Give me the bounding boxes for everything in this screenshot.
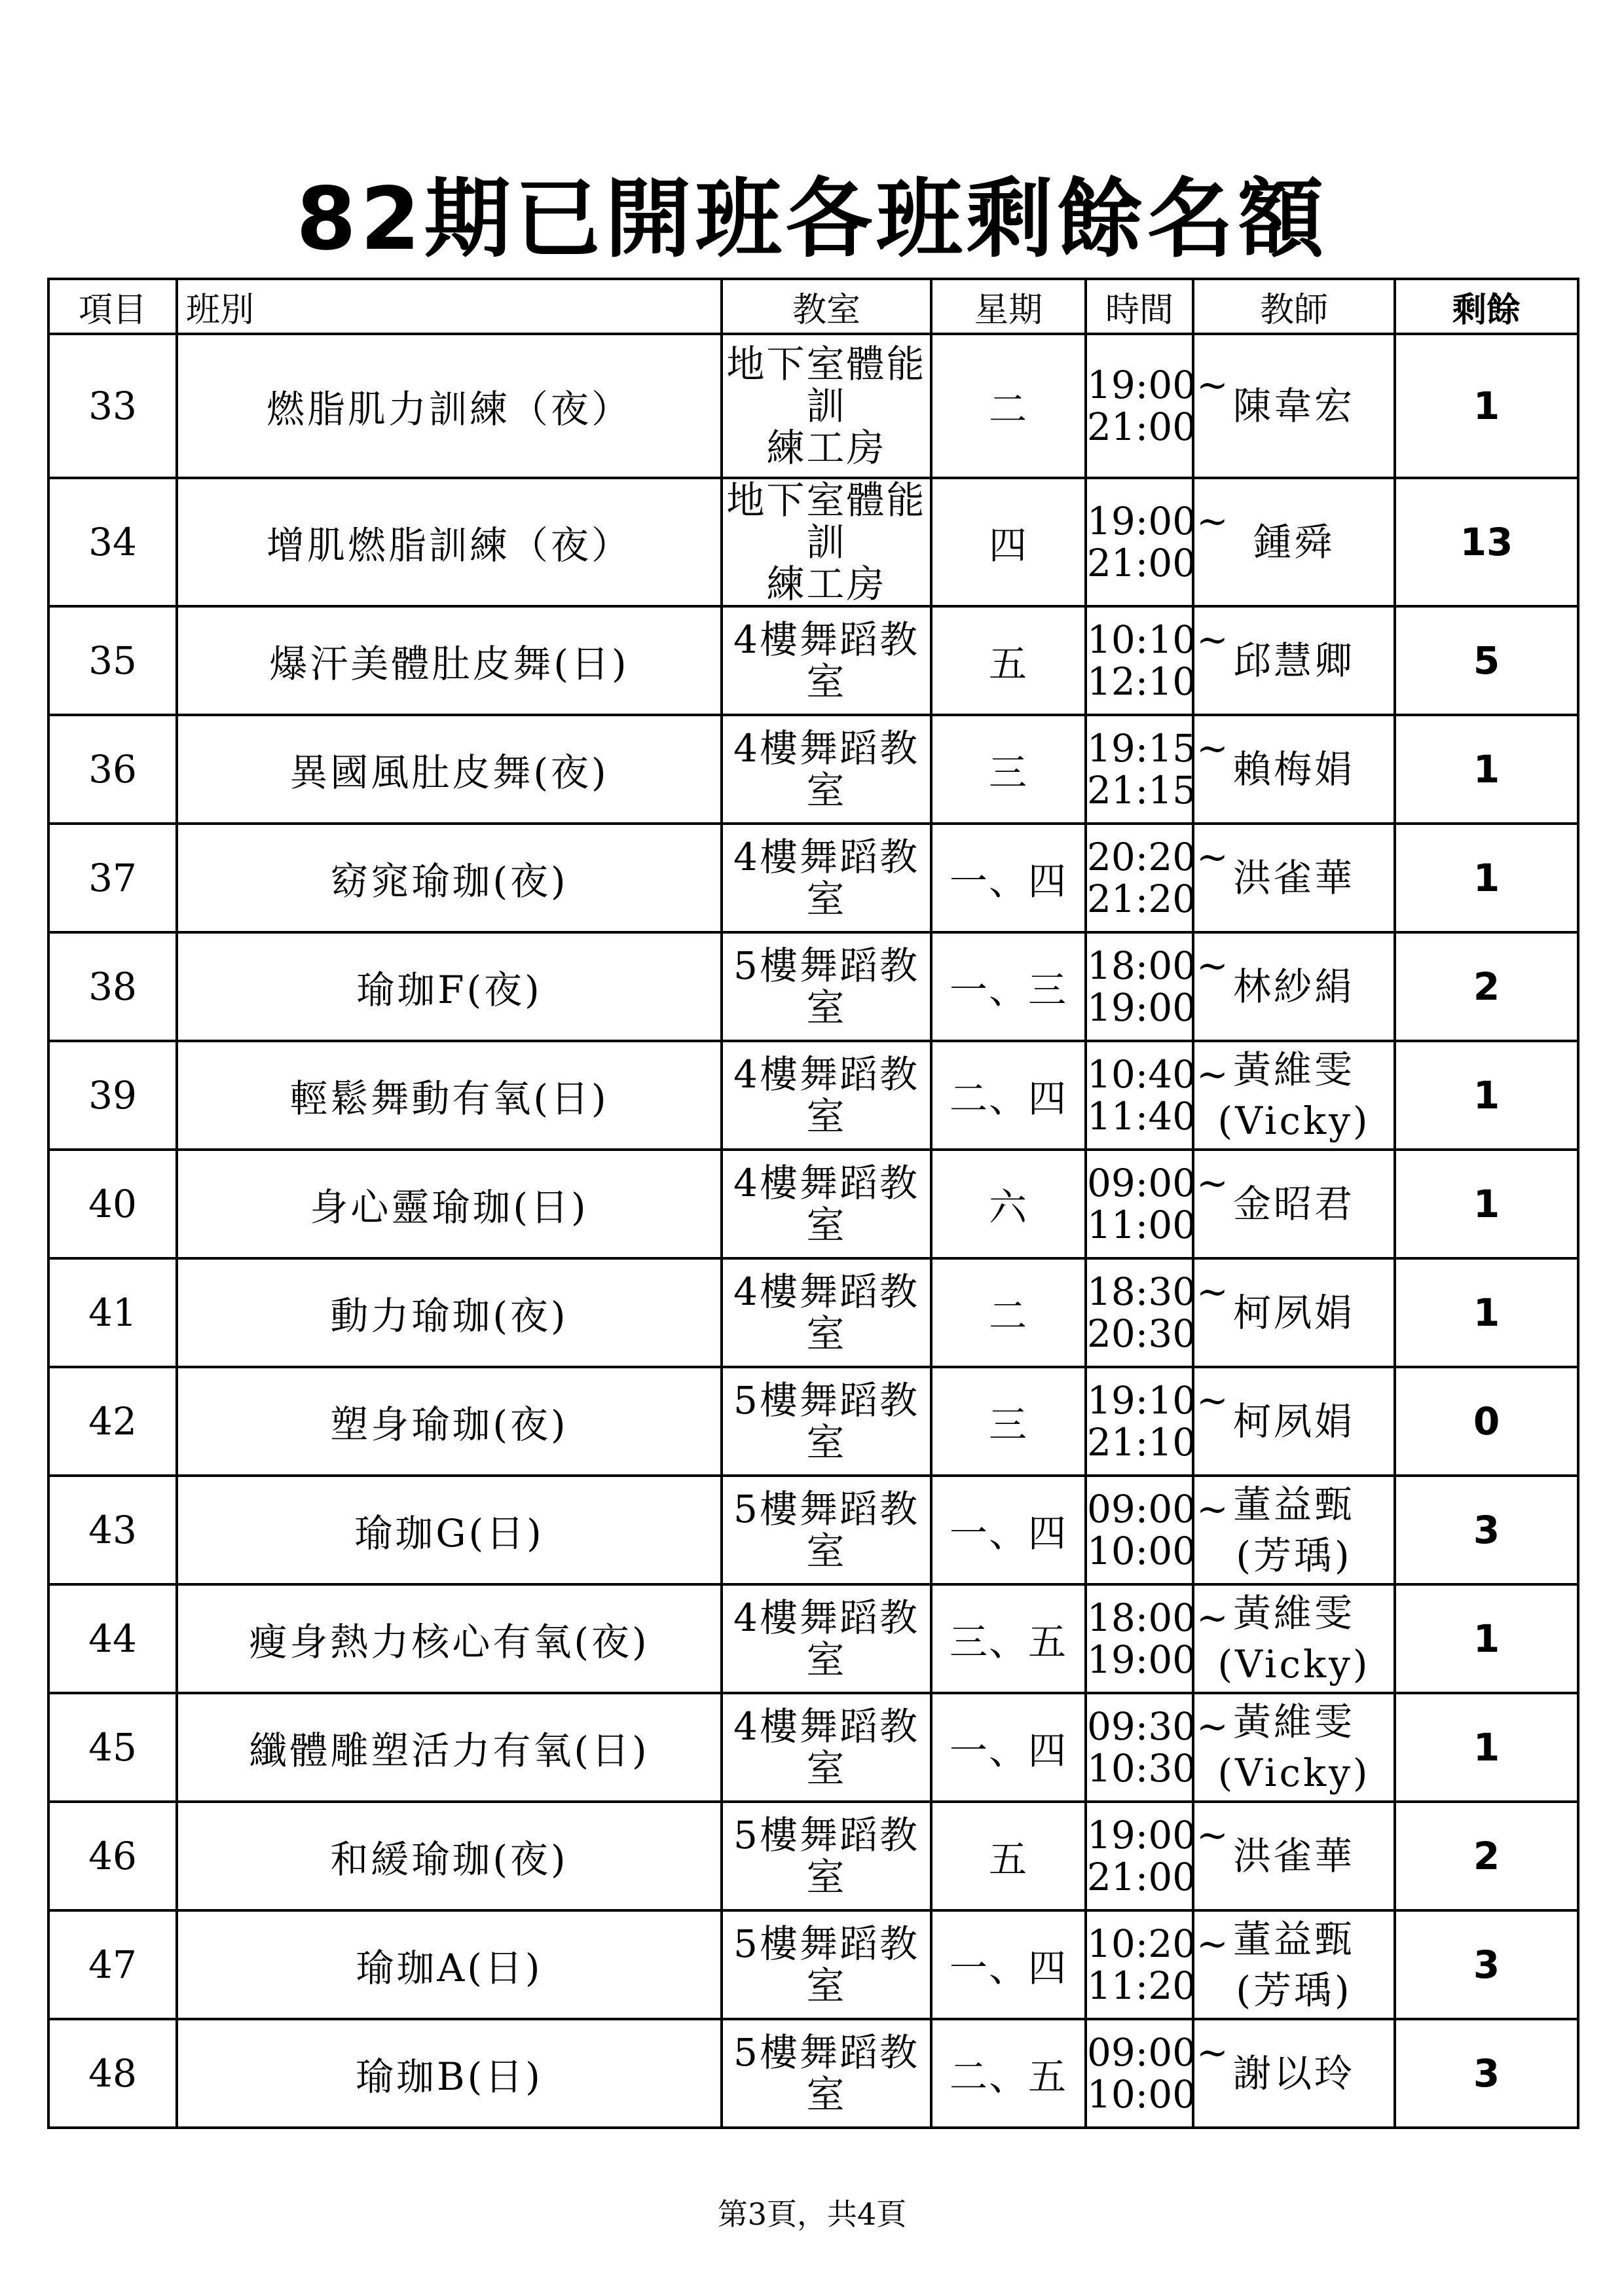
weekday: 三 [931, 715, 1086, 824]
classroom [722, 1258, 931, 1367]
classroom [722, 1367, 931, 1476]
class-time [1086, 824, 1228, 932]
classroom [722, 1041, 931, 1150]
row-id: 33 [48, 334, 177, 478]
table-row [48, 932, 1578, 1041]
class-time [1086, 1910, 1228, 2019]
weekday: 二、四 [931, 1041, 1086, 1150]
class-time [1086, 606, 1228, 715]
class-time [1086, 1041, 1228, 1150]
time-line: 21:15 [1087, 768, 1197, 812]
classroom [722, 2019, 931, 2128]
remaining-seats: 3 [1395, 2019, 1578, 2128]
classroom-line: 5樓舞蹈教室 [733, 1813, 919, 1899]
class-time [1086, 1476, 1228, 1584]
remaining-seats: 1 [1395, 824, 1578, 932]
row-id: 36 [48, 715, 177, 824]
remaining-seats: 1 [1395, 1041, 1578, 1150]
class-name: 瑜珈B(日) [177, 2019, 722, 2128]
row-id: 44 [48, 1584, 177, 1693]
time-line: 19:15~ [1087, 726, 1228, 771]
classroom [722, 1584, 931, 1693]
header-id: 項目 [48, 279, 177, 334]
class-name: 瘦身熱力核心有氧(夜) [177, 1584, 722, 1693]
remaining-seats: 1 [1395, 1150, 1578, 1258]
class-time [1086, 1367, 1228, 1476]
time-line: 18:30~ [1087, 1269, 1228, 1314]
teacher-line: 賴梅娟 [1232, 747, 1355, 792]
teacher-line: 謝以玲 [1232, 2051, 1355, 2096]
row-id: 37 [48, 824, 177, 932]
remaining-seats: 1 [1395, 334, 1578, 478]
classroom [722, 1693, 931, 1802]
class-name: 纖體雕塑活力有氧(日) [177, 1693, 722, 1802]
class-roster-table [47, 278, 1579, 2129]
weekday: 六 [931, 1150, 1086, 1258]
class-name: 瑜珈G(日) [177, 1476, 722, 1584]
page-title: 82期已開班各班剩餘名額 [296, 169, 1328, 270]
classroom [722, 334, 931, 478]
header-time: 時間 [1086, 279, 1193, 334]
teacher-line: 林紗絹 [1232, 964, 1355, 1009]
weekday: 一、四 [931, 1693, 1086, 1802]
time-line: 19:00~ [1087, 499, 1228, 543]
class-name: 異國風肚皮舞(夜) [177, 715, 722, 824]
row-id: 40 [48, 1150, 177, 1258]
remaining-seats: 1 [1395, 1693, 1578, 1802]
table-row [48, 334, 1578, 478]
time-line: 21:20 [1087, 877, 1197, 921]
row-id: 47 [48, 1910, 177, 2019]
table-row [48, 2019, 1578, 2128]
table-row [48, 1476, 1578, 1584]
remaining-seats: 1 [1395, 1258, 1578, 1367]
table-row [48, 1802, 1578, 1910]
time-line: 20:20~ [1087, 835, 1228, 879]
table-row [48, 606, 1578, 715]
weekday: 四 [931, 478, 1086, 606]
remaining-seats: 3 [1395, 1476, 1578, 1584]
classroom-line: 5樓舞蹈教室 [733, 943, 919, 1030]
time-line: 10:30 [1087, 1746, 1197, 1791]
table-row [48, 715, 1578, 824]
classroom-line: 地下室體能訓 [726, 342, 927, 428]
weekday: 二 [931, 1258, 1086, 1367]
classroom [722, 1150, 931, 1258]
classroom [722, 715, 931, 824]
time-line: 12:10 [1087, 659, 1197, 704]
class-name: 瑜珈A(日) [177, 1910, 722, 2019]
class-name: 輕鬆舞動有氧(日) [177, 1041, 722, 1150]
classroom [722, 1802, 931, 1910]
remaining-seats: 5 [1395, 606, 1578, 715]
remaining-seats: 1 [1395, 1584, 1578, 1693]
class-time [1086, 715, 1228, 824]
remaining-seats: 2 [1395, 1802, 1578, 1910]
time-line: 18:00~ [1087, 943, 1228, 988]
row-id: 38 [48, 932, 177, 1041]
classroom [722, 478, 931, 606]
time-line: 21:00 [1087, 405, 1197, 449]
page-number: 第3頁，共4頁 [717, 2196, 907, 2232]
classroom-line: 地下室體能訓 [726, 478, 927, 564]
time-line: 11:00 [1087, 1203, 1197, 1247]
time-line: 09:00~ [1087, 2030, 1228, 2075]
teacher-line: (Vicky) [1217, 1642, 1371, 1686]
classroom [722, 824, 931, 932]
class-name: 燃脂肌力訓練（夜） [177, 334, 722, 478]
class-time [1086, 1150, 1228, 1258]
table-row [48, 1910, 1578, 2019]
table-row [48, 1584, 1578, 1693]
table-row [48, 1258, 1578, 1367]
teacher-line: 邱慧卿 [1232, 638, 1355, 683]
table-row [48, 1693, 1578, 1802]
teacher-line: 董益甄 [1232, 1482, 1355, 1527]
table-row [48, 478, 1578, 606]
class-name: 爆汗美體肚皮舞(日) [177, 606, 722, 715]
class-time [1086, 334, 1228, 478]
time-line: 09:00~ [1087, 1487, 1228, 1531]
class-name: 身心靈瑜珈(日) [177, 1150, 722, 1258]
remaining-seats: 2 [1395, 932, 1578, 1041]
weekday: 五 [931, 606, 1086, 715]
teacher-line: (Vicky) [1217, 1751, 1371, 1795]
header-remain: 剩餘 [1395, 279, 1578, 334]
time-line: 19:00~ [1087, 1813, 1228, 1857]
weekday: 三、五 [931, 1584, 1086, 1693]
time-line: 21:00 [1087, 541, 1197, 585]
time-line: 19:00 [1087, 985, 1197, 1030]
classroom-line: 5樓舞蹈教室 [733, 1487, 919, 1573]
teacher-line: 洪雀華 [1232, 1834, 1355, 1878]
weekday: 一、四 [931, 1910, 1086, 2019]
time-line: 19:00 [1087, 1637, 1197, 1682]
teacher-line: 金昭君 [1232, 1182, 1355, 1226]
teacher-line: (Vicky) [1217, 1099, 1371, 1143]
classroom [722, 606, 931, 715]
row-id: 35 [48, 606, 177, 715]
teacher-line: 黃維雯 [1232, 1048, 1355, 1092]
weekday: 一、三 [931, 932, 1086, 1041]
teacher-line: (芳瑀) [1236, 1533, 1352, 1578]
classroom-line: 4樓舞蹈教室 [733, 1595, 919, 1682]
class-name: 動力瑜珈(夜) [177, 1258, 722, 1367]
table-row [48, 1367, 1578, 1476]
teacher-line: 柯夙娟 [1232, 1290, 1355, 1335]
class-name: 增肌燃脂訓練（夜） [177, 478, 722, 606]
teacher-line: 黃維雯 [1232, 1591, 1355, 1635]
classroom-line: 5樓舞蹈教室 [733, 1922, 919, 2008]
class-time [1086, 2019, 1228, 2128]
classroom [722, 1476, 931, 1584]
time-line: 10:40~ [1087, 1052, 1228, 1097]
weekday: 二、五 [931, 2019, 1086, 2128]
class-time [1086, 1693, 1228, 1802]
row-id: 41 [48, 1258, 177, 1367]
teacher-line: 陳韋宏 [1232, 384, 1355, 428]
class-name: 塑身瑜珈(夜) [177, 1367, 722, 1476]
classroom-line: 4樓舞蹈教室 [733, 617, 919, 704]
class-time [1086, 1584, 1228, 1693]
classroom-line: 4樓舞蹈教室 [733, 1269, 919, 1356]
weekday: 二 [931, 334, 1086, 478]
classroom-line: 4樓舞蹈教室 [733, 1704, 919, 1791]
weekday: 三 [931, 1367, 1086, 1476]
class-time [1086, 1802, 1228, 1910]
class-time [1086, 932, 1228, 1041]
teacher-line: 黃維雯 [1232, 1700, 1355, 1744]
classroom-line: 5樓舞蹈教室 [733, 1378, 919, 1465]
classroom [722, 1910, 931, 2019]
header-teacher: 教師 [1193, 279, 1395, 334]
table-body [48, 334, 1578, 2128]
time-line: 11:40 [1087, 1094, 1197, 1139]
time-line: 09:30~ [1087, 1704, 1228, 1749]
remaining-seats: 13 [1395, 478, 1578, 606]
class-name: 瑜珈F(夜) [177, 932, 722, 1041]
weekday: 一、四 [931, 1476, 1086, 1584]
time-line: 10:10~ [1087, 617, 1228, 662]
teacher-line: 洪雀華 [1232, 856, 1355, 900]
weekday: 五 [931, 1802, 1086, 1910]
classroom-line: 4樓舞蹈教室 [733, 1161, 919, 1247]
teacher-line: 鍾舜 [1253, 520, 1335, 564]
table-row [48, 824, 1578, 932]
time-line: 11:20 [1087, 1963, 1197, 2008]
class-name: 窈窕瑜珈(夜) [177, 824, 722, 932]
time-line: 21:10 [1087, 1420, 1197, 1465]
class-time [1086, 1258, 1228, 1367]
classroom-line: 4樓舞蹈教室 [733, 1052, 919, 1139]
row-id: 39 [48, 1041, 177, 1150]
table-header-row [48, 279, 1578, 334]
table-row [48, 1150, 1578, 1258]
class-time [1086, 478, 1228, 606]
remaining-seats: 1 [1395, 715, 1578, 824]
classroom-line: 練工房 [766, 562, 887, 606]
time-line: 09:00~ [1087, 1161, 1228, 1205]
time-line: 21:00 [1087, 1855, 1197, 1899]
row-id: 34 [48, 478, 177, 606]
classroom [722, 932, 931, 1041]
time-line: 20:30 [1087, 1311, 1197, 1356]
teacher-line: 董益甄 [1232, 1917, 1355, 1961]
row-id: 42 [48, 1367, 177, 1476]
table-row [48, 1041, 1578, 1150]
time-line: 10:00 [1087, 2072, 1197, 2117]
time-line: 10:00 [1087, 1529, 1197, 1573]
classroom-line: 練工房 [766, 426, 887, 470]
teacher-line: (芳瑀) [1236, 1968, 1352, 2013]
time-line: 10:20~ [1087, 1922, 1228, 1966]
row-id: 48 [48, 2019, 177, 2128]
header-day: 星期 [931, 279, 1086, 334]
time-line: 19:00~ [1087, 363, 1228, 407]
classroom-line: 4樓舞蹈教室 [733, 835, 919, 921]
classroom-line: 4樓舞蹈教室 [733, 726, 919, 812]
time-line: 19:10~ [1087, 1378, 1228, 1423]
classroom-line: 5樓舞蹈教室 [733, 2030, 919, 2117]
header-room: 教室 [722, 279, 931, 334]
row-id: 45 [48, 1693, 177, 1802]
teacher-line: 柯夙娟 [1232, 1399, 1355, 1444]
weekday: 一、四 [931, 824, 1086, 932]
remaining-seats: 3 [1395, 1910, 1578, 2019]
class-name: 和緩瑜珈(夜) [177, 1802, 722, 1910]
time-line: 18:00~ [1087, 1595, 1228, 1640]
row-id: 46 [48, 1802, 177, 1910]
row-id: 43 [48, 1476, 177, 1584]
header-name: 班別 [177, 279, 722, 334]
remaining-seats: 0 [1395, 1367, 1578, 1476]
